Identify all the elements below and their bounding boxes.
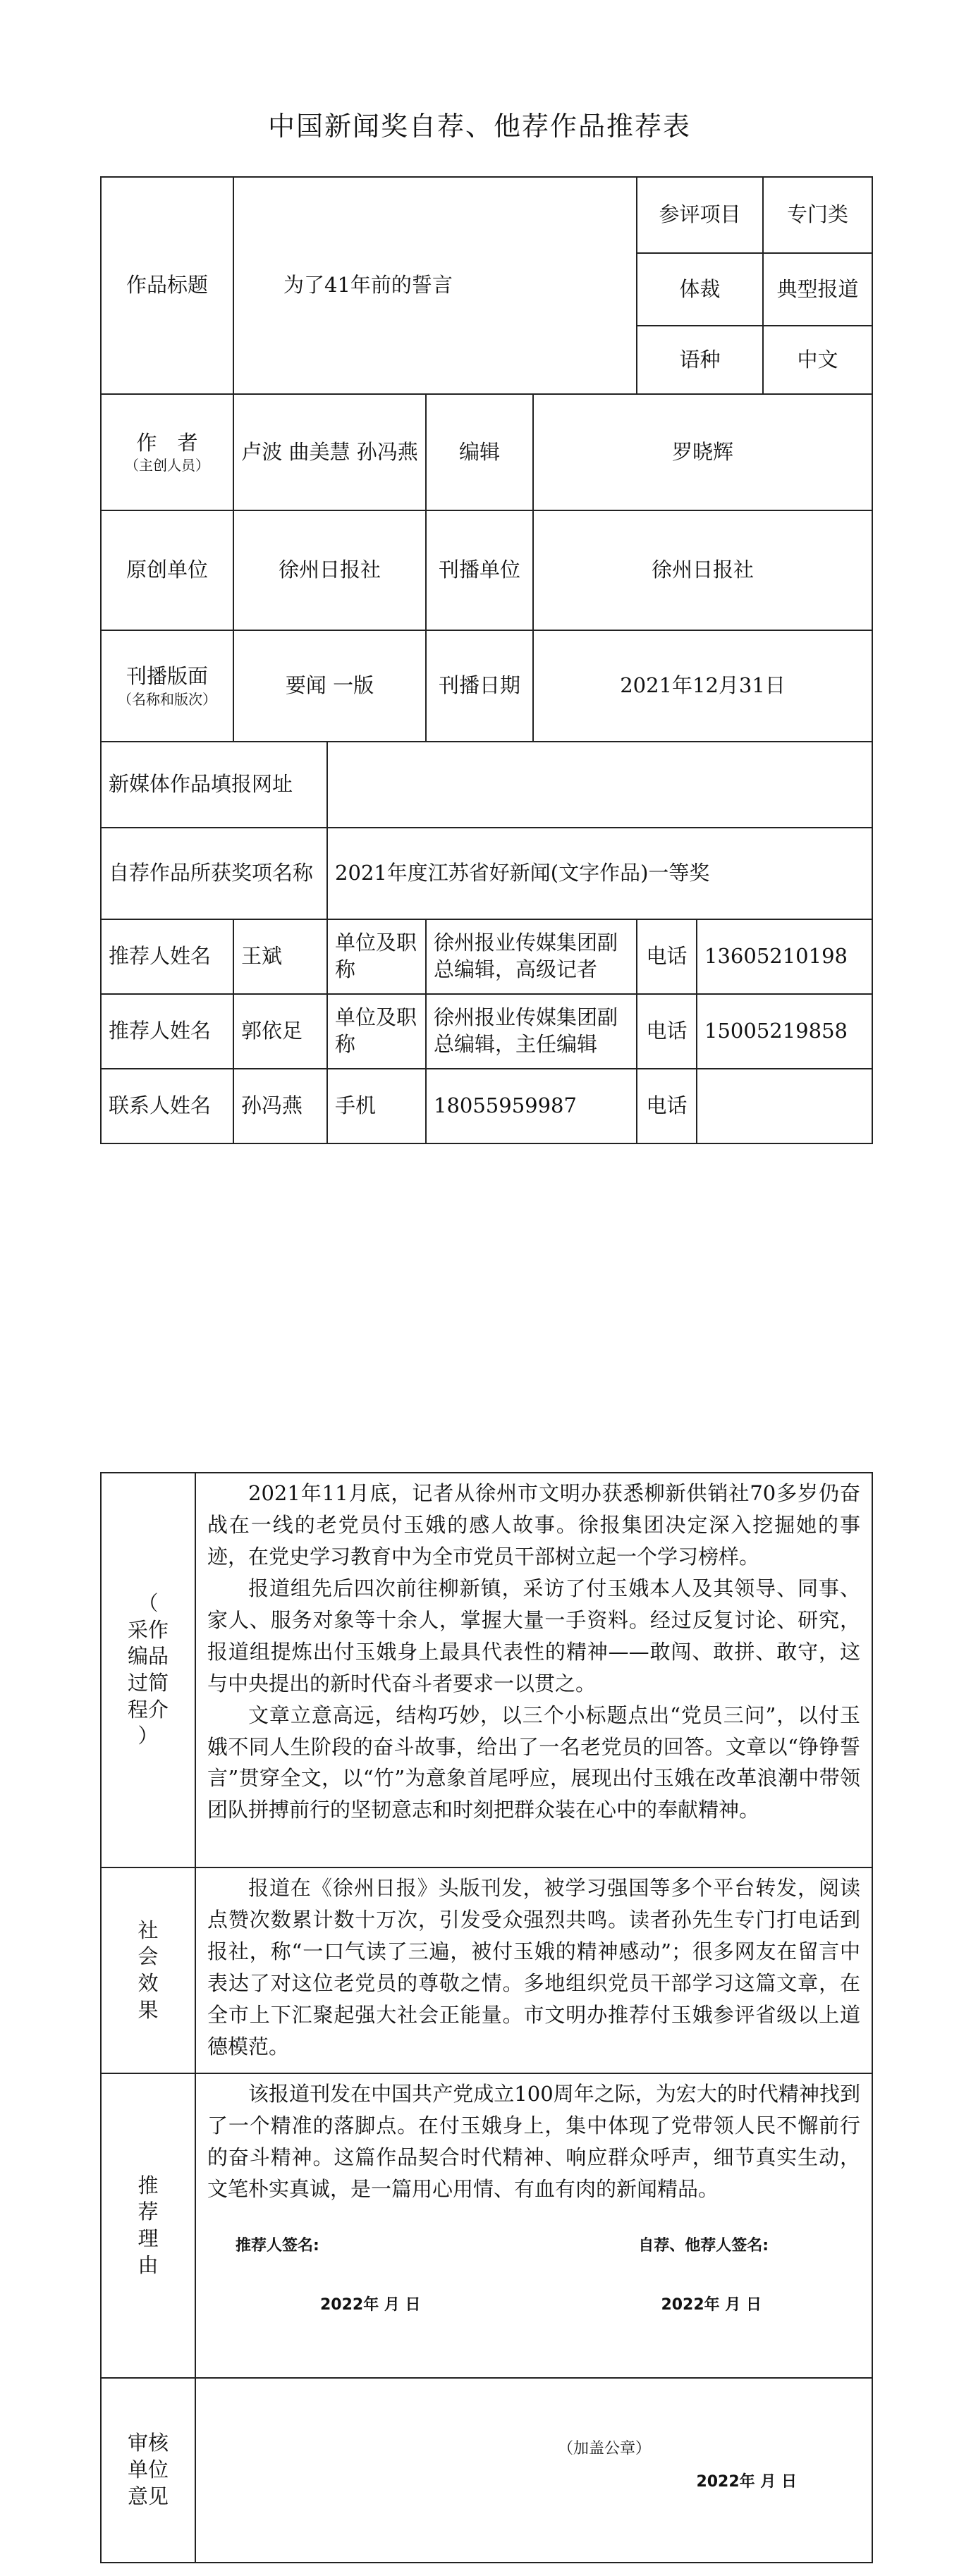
process-paragraph: 2021年11月底，记者从徐州市文明办获悉柳新供销社70多岁仍奋战在一线的老党员付玉娥的感人故事。徐报集团决定深入挖掘她的事迹，在党史学习教育中为全市党员干部树立起一个学习榜样。 [207,1481,860,1569]
process-label [101,1473,195,1867]
category-value: 专门类 [763,177,872,253]
recommender1-name: 王斌 [233,919,327,994]
reason-paragraph: 该报道刊发在中国共产党成立100周年之际，为宏大的时代精神找到了一个精准的落脚点。在付玉娥身上，集中体现了党带领人民不懈前行的奋斗精神。这篇作品契合时代精神、响应群众呼声，细节真实生动，文笔朴实真诚，是一篇用心用情、有血有肉的新闻精品。 [207,2082,860,2201]
process-paragraph: 报道组先后四次前往柳新镇，采访了付玉娥本人及其领导、同事、家人、服务对象等十余人，掌握大量一手资料。经过反复讨论、研究，报道组提炼出付玉娥身上最具代表性的精神——敢闯、敢拼、敢守，这与中央提出的新时代奋斗者要求一以贯之。 [207,1576,860,1695]
language-label: 语种 [637,326,763,394]
review-content [195,2378,872,2563]
origin-unit-value: 徐州日报社 [233,510,426,630]
newmedia-label: 新媒体作品填报网址 [101,742,327,828]
layout-label-sub: （名称和版次） [118,690,216,708]
review-label [101,2378,195,2563]
effect-content [195,1867,872,2073]
process-label-2: 编品 [127,1644,169,1669]
seal-note: （加盖公章） [557,2440,651,2458]
reason-content [195,2073,872,2378]
effect-label [101,1867,195,2073]
recommender2-name: 郭依足 [233,994,327,1069]
contact-mobile-label: 手机 [327,1069,426,1143]
reason-label-0: 推 [138,2173,159,2197]
recommender1-unit-label: 单位及职称 [327,919,426,994]
review-label-0: 审核 [127,2431,169,2455]
recommender2-label: 推荐人姓名 [101,994,233,1069]
publish-date-label: 刊播日期 [426,630,533,742]
layout-label [101,630,233,742]
publish-unit-label: 刊播单位 [426,510,533,630]
signature-date-right: 2022年 月 日 [661,2296,762,2314]
work-title-value: 为了41年前的誓言 [233,177,637,394]
recommender-signature[interactable]: 推荐人签名: [236,2236,319,2255]
recommendation-form [100,176,873,1144]
origin-unit-label: 原创单位 [101,510,233,630]
effect-label-0: 社 [138,1918,159,1942]
signature-date-row [207,2295,860,2316]
signature-row [207,2236,860,2257]
process-content [195,1473,872,1867]
editor-label: 编辑 [426,394,533,510]
contact-phone-label: 电话 [637,1069,697,1143]
process-paragraph: 文章立意高远，结构巧妙，以三个小标题点出“党员三问”，以付玉娥不同人生阶段的奋斗故事，给出了一名老党员的回答。文章以“铮铮誓言”贯穿全文，以“竹”为意象首尾呼应，展现出付玉娥在改革浪潮中带领团队拼搏前行的坚韧意志和时刻把群众装在心中的奉献精神。 [207,1703,860,1822]
author-label-sub: （主创人员） [125,457,209,474]
process-label-5: ） [138,1724,159,1748]
editor-value: 罗晓辉 [533,394,872,510]
genre-label: 体裁 [637,253,763,326]
process-form [100,1472,873,2563]
contact-mobile: 18055959987 [426,1069,637,1143]
review-label-1: 单位 [127,2458,169,2482]
layout-value: 要闻 一版 [233,630,426,742]
contact-phone [697,1069,872,1143]
effect-label-3: 果 [138,1997,159,2022]
process-label-4: 程介 [127,1697,169,1722]
effect-paragraph: 报道在《徐州日报》头版刊发，被学习强国等多个平台转发，阅读点赞次数累计数十万次，引发受众强烈共鸣。读者孙先生专门打电话到报社，称“一口气读了三遍，被付玉娥的精神感动”；很多网友在留言中表达了对这位老党员的尊敬之情。多地组织党员干部学习这篇文章，在全市上下汇聚起强大社会正能量。市文明办推荐付玉娥参评省级以上道德模范。 [207,1876,860,2059]
process-label-0: （ [138,1590,159,1615]
recommender1-phone: 13605210198 [697,919,872,994]
reason-label-3: 由 [138,2252,159,2277]
publish-date-value: 2021年12月31日 [533,630,872,742]
language-value: 中文 [763,326,872,394]
recommender1-unit: 徐州报业传媒集团副总编辑，高级记者 [426,919,637,994]
recommender1-phone-label: 电话 [637,919,697,994]
recommender2-unit-label: 单位及职称 [327,994,426,1069]
layout-label-text: 刊播版面 [126,664,208,689]
publish-unit-value: 徐州日报社 [533,510,872,630]
work-title-label: 作品标题 [101,177,233,394]
reason-label [101,2073,195,2378]
award-value: 2021年度江苏省好新闻(文字作品)一等奖 [327,828,872,919]
genre-value: 典型报道 [763,253,872,326]
category-label: 参评项目 [637,177,763,253]
award-label: 自荐作品所获奖项名称 [101,828,327,919]
recommender2-phone: 15005219858 [697,994,872,1069]
authors-value: 卢波 曲美慧 孙冯燕 [233,394,426,510]
recommender1-label: 推荐人姓名 [101,919,233,994]
reason-label-2: 理 [138,2226,159,2250]
effect-label-2: 效 [138,1971,159,1995]
review-date: 2022年 月 日 [696,2472,797,2491]
review-label-2: 意见 [127,2484,169,2508]
contact-name: 孙冯燕 [233,1069,327,1143]
signature-date-left: 2022年 月 日 [320,2296,421,2314]
recommender2-unit: 徐州报业传媒集团副总编辑，主任编辑 [426,994,637,1069]
recommender2-phone-label: 电话 [637,994,697,1069]
page-title: 中国新闻奖自荐、他荐作品推荐表 [267,111,691,142]
reason-label-1: 荐 [138,2200,159,2224]
process-label-1: 采作 [127,1617,169,1642]
author-label [101,394,233,510]
contact-label: 联系人姓名 [101,1069,233,1143]
process-label-3: 过简 [127,1671,169,1695]
effect-label-1: 会 [138,1944,159,1969]
author-label-text: 作 者 [136,430,198,455]
self-recommender-signature[interactable]: 自荐、他荐人签名: [638,2236,769,2255]
newmedia-value [327,742,872,828]
